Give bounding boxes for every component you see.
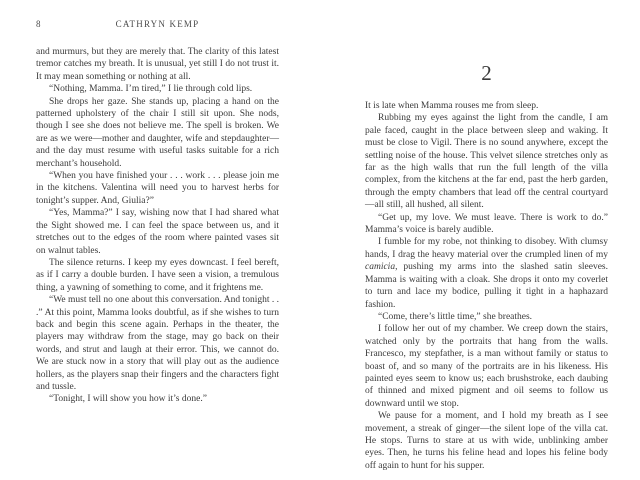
paragraph: and murmurs, but they are merely that. The clarity of this latest tremor catches my breath. It is unusual, yet still I do not trust it. It may mean something or nothing at all.	[36, 47, 279, 82]
paragraph: I follow her out of my chamber. We creep down the stairs, watched only by the portraits that hang from the walls. Francesco, my stepfather, is a man without family or status to boast of, and so many of the portraits are in his likeness. His painted eyes seem to know us; each brushstroke, each daubing of thinned and mixed pigment and oil seems to follow us downward until we stop.	[365, 324, 608, 409]
paragraph: “Yes, Mamma?” I say, wishing now that I had shared what the Sight showed me. I can feel the space between us, and it stretches out to the edges of the room where painted vases sit on walnut tables.	[36, 208, 279, 256]
page-left-body	[36, 46, 279, 406]
paragraph: “When you have finished your . . . work . . . please join me in the kitchens. Valentina will need you to harvest herbs for tonight’s supper. And, Giulia?”	[36, 171, 279, 206]
paragraph: She drops her gaze. She stands up, placing a hand on the patterned upholstery of the chair I still sit upon. She nods, though I see she does not believe me. The spell is broken. We are as we were—mother and daughter, wife and stepdaughter—and the day must resume with useful tasks suitable for a rich merchant’s household.	[36, 96, 279, 169]
running-header: CATHRYN KEMP	[115, 19, 200, 29]
paragraph: “Nothing, Mamma. I’m tired,” I lie through cold lips.	[49, 84, 253, 95]
paragraph: We pause for a moment, and I hold my breath as I see movement, a streak of ginger—the silent lope of the villa cat. He stops. Turns to stare at us with wide, unblinking amber eyes. Then, he turns his feline head and lopes his feline body off again to hunt for his supper.	[365, 411, 608, 471]
chapter-number: 2	[481, 61, 492, 85]
paragraph: I fumble for my robe, not thinking to disobey. With clumsy hands, I drag the heavy material over the crumpled linen of my camicia, pushing my arms into the slashed satin sleeves. Mamma is waiting with a cloak. She drops it onto my coverlet to turn and lace my bodice, pulling it tight in a haphazard fashion.	[365, 237, 608, 310]
paragraph: “We must tell no one about this conversation. And tonight . . .” At this point, Mamma looks doubtful, as if she wishes to turn back and begin this scene again. Perhaps in the theater, the players may withdraw from the stage, may go back on their words, and strut and laugh at their error. This, we cannot do. We are stuck now in a story that will play out as the audience hollers, as the players snap their fingers and the characters fight and tussle.	[36, 295, 279, 392]
page-right-body	[365, 100, 608, 472]
page-header	[36, 19, 279, 31]
paragraph: “Tonight, I will show you how it’s done.”	[49, 394, 207, 405]
paragraph: “Get up, my love. We must leave. There is work to do.” Mamma’s voice is barely audible.	[365, 212, 608, 236]
paragraph: Rubbing my eyes against the light from the candle, I am pale faced, caught in the place between sleep and waking. It must be close to Vigil. There is no sound anywhere, except the settling noise of the house. This velvet silence stretches only as far as the high walls that run the full length of the villa complex, from the kitchens at the far end, past the herb garden, through the empty chambers that lead off the central courtyard—all still, all hushed, all silent.	[365, 113, 608, 211]
paragraph: The silence returns. I keep my eyes downcast. I feel bereft, as if I carry a double burden. I have seen a vision, a tremulous thing, a yawning of something to come, and it frightens me.	[36, 257, 279, 293]
paragraph: It is late when Mamma rouses me from sleep.	[365, 101, 539, 111]
page-right	[365, 0, 608, 480]
page-left	[36, 0, 279, 480]
page-number: 8	[36, 19, 41, 29]
paragraph: “Come, there’s little time,” she breathes.	[378, 311, 533, 322]
